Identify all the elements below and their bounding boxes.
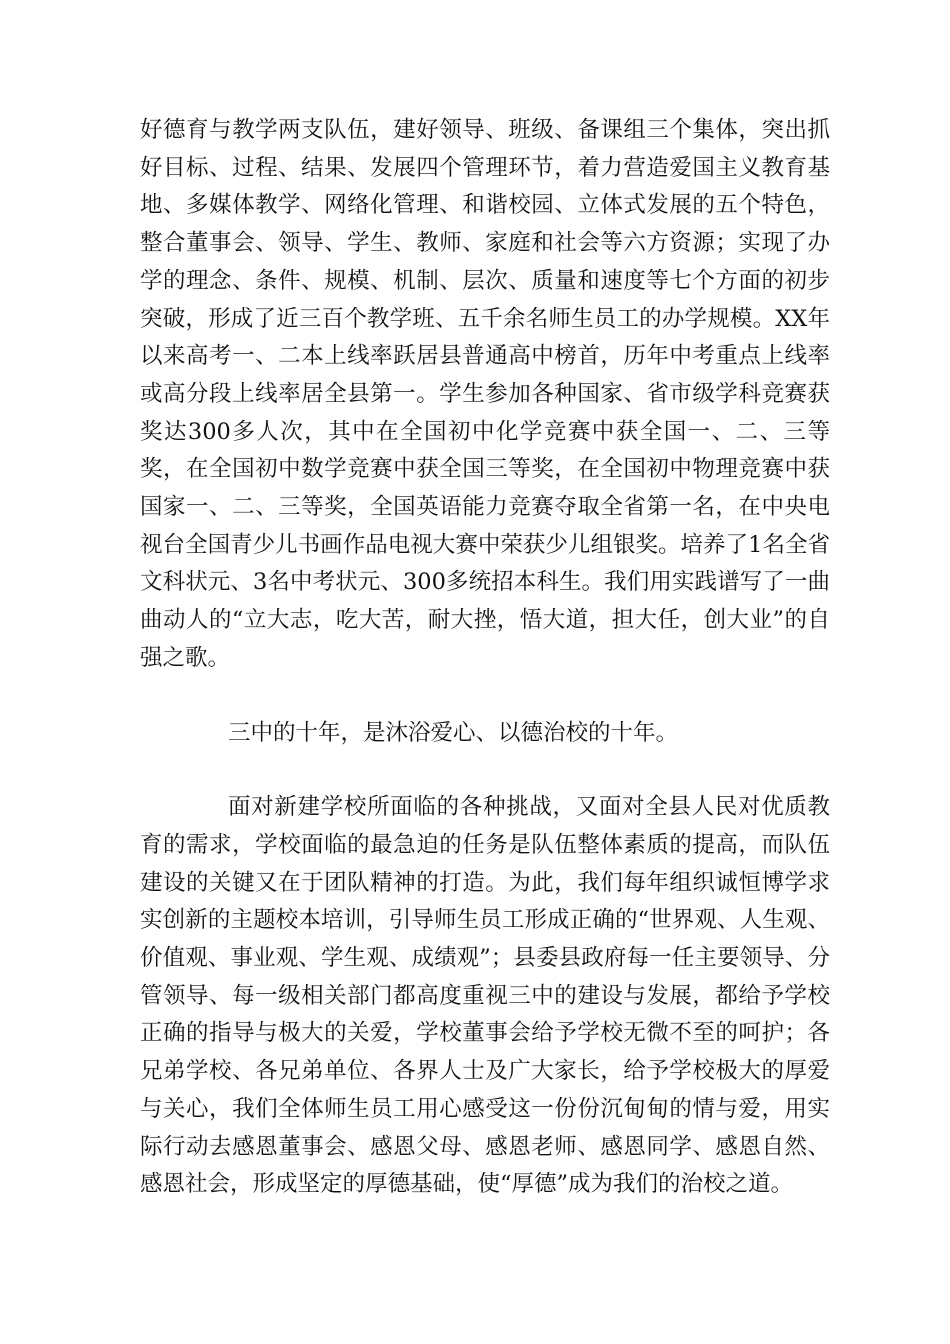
document-body	[140, 112, 830, 1204]
paragraph-achievements: 好德育与教学两支队伍，建好领导、班级、备课组三个集体，突出抓好目标、过程、结果、发展四个管理环节，着力营造爱国主义教育基地、多媒体教学、网络化管理、和谐校园、立体式发展的五个特色，整合董事会、领导、学生、教师、家庭和社会等六方资源；实现了办学的理念、条件、规模、机制、层次、质量和速度等七个方面的初步突破，形成了近三百个教学班、五千余名师生员工的办学规模。XX年以来高考一、二本上线率跃居县普通高中榜首，历年中考重点上线率或高分段上线率居全县第一。学生参加各种国家、省市级学科竞赛获奖达300多人次，其中在全国初中化学竞赛中获全国一、二、三等奖，在全国初中数学竞赛中获全国三等奖，在全国初中物理竞赛中获国家一、二、三等奖，全国英语能力竞赛夺取全省第一名，在中央电视台全国青少儿书画作品电视大赛中荣获少儿组银奖。培养了1名全省文科状元、3名中考状元、300多统招本科生。我们用实践谱写了一曲曲动人的“立大志，吃大苦，耐大挫，悟大道，担大任，创大业”的自强之歌。	[140, 117, 830, 671]
paragraph-moral-education: 面对新建学校所面临的各种挑战，又面对全县人民对优质教育的需求，学校面临的最急迫的任务是队伍整体素质的提高，而队伍建设的关键又在于团队精神的打造。为此，我们每年组织诚恒博学求实创新的主题校本培训，引导师生员工形成正确的“世界观、人生观、价值观、事业观、学生观、成绩观”；县委县政府每一任主要领导、分管领导、每一级相关部门都高度重视三中的建设与发展，都给予学校正确的指导与极大的关爱，学校董事会给予学校无微不至的呵护；各兄弟学校、各兄弟单位、各界人士及广大家长，给予学校极大的厚爱与关心，我们全体师生员工用心感受这一份份沉甸甸的情与爱，用实际行动去感恩董事会、感恩父母、感恩老师、感恩同学、感恩自然、感恩社会，形成坚定的厚德基础，使“厚德”成为我们的治校之道。	[140, 794, 830, 1198]
paragraph-section-heading: 三中的十年，是沐浴爱心、以德治校的十年。	[228, 719, 679, 746]
